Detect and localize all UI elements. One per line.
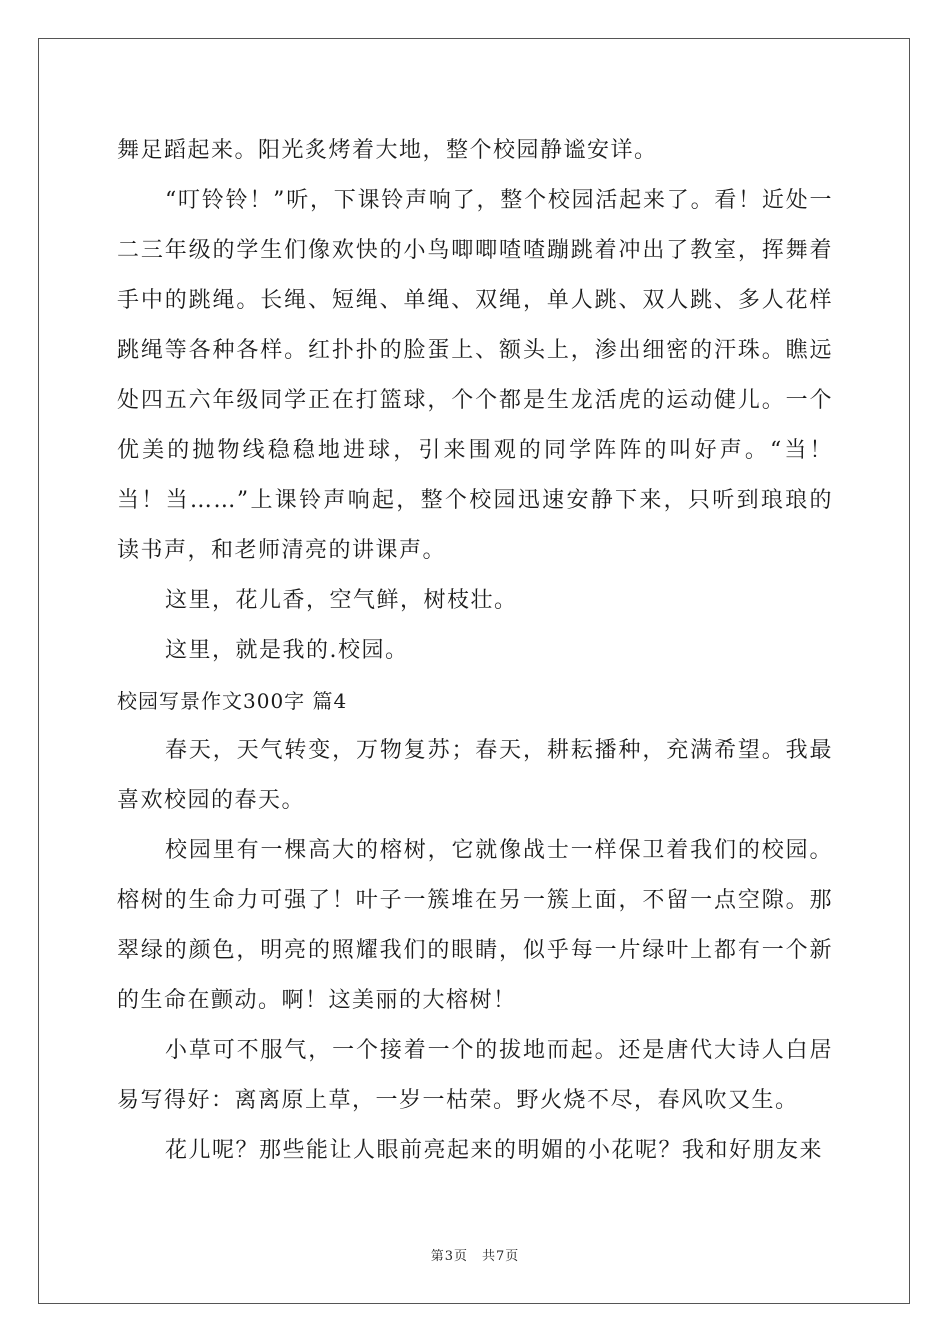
paragraph: 这里，就是我的.校园。 [165,638,409,663]
document-body [117,126,833,1176]
paragraph: 舞足蹈起来。阳光炙烤着大地，整个校园静谧安详。 [117,138,658,163]
section-heading: 校园写景作文300字 篇4 [117,689,348,713]
paragraph: 校园里有一棵高大的榕树，它就像战士一样保卫着我们的校园。榕树的生命力可强了！叶子一簇堆在另一簇上面，不留一点空隙。那翠绿的颜色，明亮的照耀我们的眼睛，似乎每一片绿叶上都有一个新的生命在颤动。啊！这美丽的大榕树！ [117,838,833,1013]
paragraph: 春天，天气转变，万物复苏；春天，耕耘播种，充满希望。我最喜欢校园的春天。 [117,738,833,813]
paragraph: “叮铃铃！”听，下课铃声响了，整个校园活起来了。看！近处一二三年级的学生们像欢快的小鸟唧唧喳喳蹦跳着冲出了教室，挥舞着手中的跳绳。长绳、短绳、单绳、双绳，单人跳、双人跳、多人花样跳绳等各种各样。红扑扑的脸蛋上、额头上，渗出细密的汗珠。瞧远处四五六年级同学正在打篮球，个个都是生龙活虎的运动健儿。一个优美的抛物线稳稳地进球，引来围观的同学阵阵的叫好声。“当！当！当……”上课铃声响起，整个校园迅速安静下来，只听到琅琅的读书声，和老师清亮的讲课声。 [117,188,833,563]
paragraph: 小草可不服气，一个接着一个的拔地而起。还是唐代大诗人白居易写得好：离离原上草，一岁一枯荣。野火烧不尽，春风吹又生。 [117,1038,833,1113]
paragraph: 这里，花儿香，空气鲜，树枝壮。 [165,588,518,613]
page-number-footer: 第3页 共7页 [430,1249,520,1264]
paragraph: 花儿呢？那些能让人眼前亮起来的明媚的小花呢？我和好朋友来 [165,1138,824,1163]
